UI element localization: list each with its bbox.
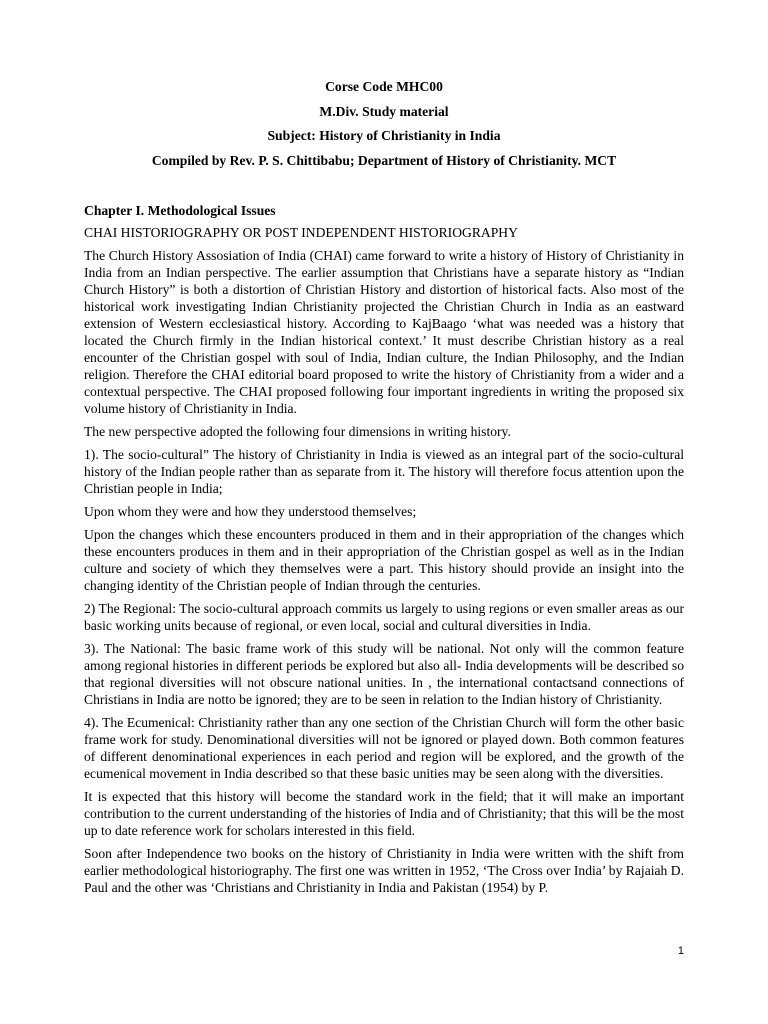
paragraph: 1). The socio-cultural” The history of Christianity in India is viewed as an integral part of the socio-cultural history of the Indian people rather than as separate from it. The history will therefore focus attention upon the Christian people in India; [84,446,684,496]
paragraph: The Church History Assosiation of India (CHAI) came forward to write a history of History of Christianity in India from an Indian perspective. The earlier assumption that Christians have a separate history as “Indian Church History” is both a distortion of Christian History and distortion of historical facts. Also most of the historical work investigating Indian Christianity projected the Christian Church in India as an eastward extension of Western ecclesiastical history. According to KajBaago ‘what was needed was a history that located the Church firmly in the Indian historical context.’ It must describe Christian history as a real encounter of the Christian gospel with soul of India, Indian culture, the Indian Philosophy, and the Indian religion. Therefore the CHAI editorial board proposed to write the history of Christianity from a wider and a contextual perspective. The CHAI proposed following four important ingredients in writing the proposed six volume history of Christianity in India. [84,247,684,416]
paragraph: It is expected that this history will become the standard work in the field; that it will make an important contribution to the current understanding of the histories of India and of Christianity; that this will be the most up to date reference work for scholars interested in this field. [84,788,684,838]
document-header [84,78,684,169]
chapter-title: Chapter I. Methodological Issues [84,202,276,218]
page-number: 1 [677,945,684,957]
compiled-by: Compiled by Rev. P. S. Chittibabu; Department of History of Christianity. MCT [151,152,617,168]
paragraph: The new perspective adopted the following four dimensions in writing history. [84,423,511,439]
paragraph: Upon the changes which these encounters produced in them and in their appropriation of the changes which these encounters produces in them and in their appropriation of the Christian gospel as well as in the Indian culture and society of which they themselves were a part. This history should provide an insight into the changing identity of the Christian people of Indian through the centuries. [84,526,684,593]
section-subheading: CHAI HISTORIOGRAPHY OR POST INDEPENDENT HISTORIOGRAPHY [84,224,518,240]
paragraph: Soon after Independence two books on the history of Christianity in India were written with the shift from earlier methodological historiography. The first one was written in 1952, ‘The Cross over India’ by Rajaiah D. Paul and the other was ‘Christians and Christianity in India and Pakistan (1954) by P. [84,845,684,895]
paragraph: 4). The Ecumenical: Christianity rather than any one section of the Christian Church will form the other basic frame work for study. Denominational diversities will not be ignored or played down. Both common features of different denominational experiences in each period and region will be explored, and the growth of the ecumenical movement in India described so that these basic unities may be seen along with the diversities. [84,714,684,781]
paragraph: Upon whom they were and how they understood themselves; [84,503,417,519]
course-code: Corse Code MHC00 [325,79,443,94]
paragraph: 3). The National: The basic frame work of this study will be national. Not only will the common feature among regional histories in different periods be explored but also all- India developments will be described so that regional diversities will not obscure national unities. In , the international contactsand connections of Christians in India are notto be ignored; they are to be seen in relation to the Indian history of Christianity. [84,640,684,707]
subject-title: Subject: History of Christianity in India [267,128,501,144]
paragraph: 2) The Regional: The socio-cultural approach commits us largely to using regions or even smaller areas as our basic working units because of regional, or even local, social and cultural diversities in India. [84,600,684,633]
body-text [84,247,684,896]
study-material-title: M.Div. Study material [319,103,449,119]
